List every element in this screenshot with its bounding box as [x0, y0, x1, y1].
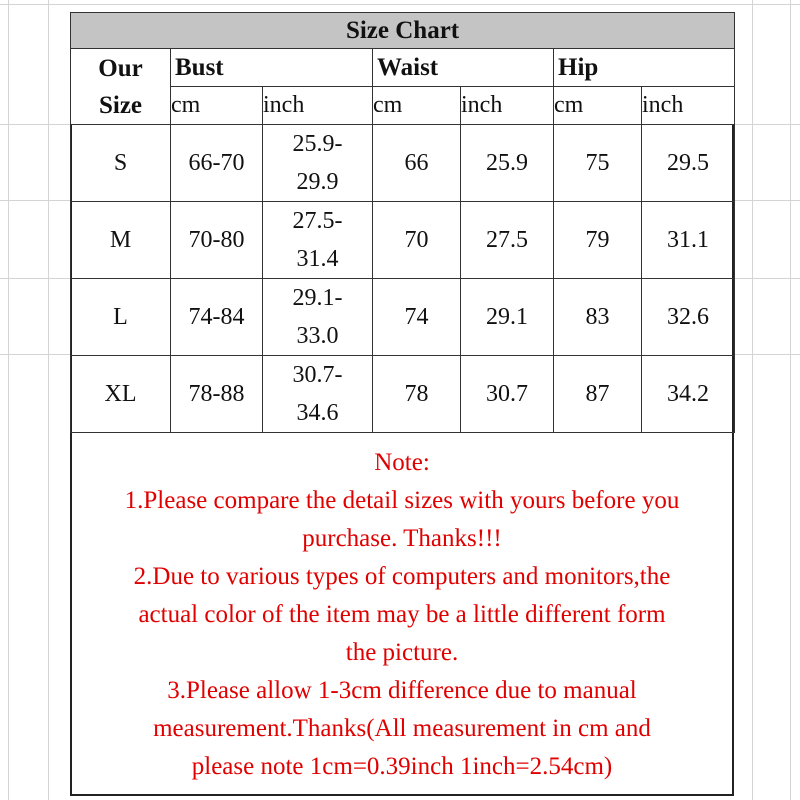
table-row [71, 279, 735, 356]
waist-cm-cell: 74 [373, 279, 461, 356]
note-line: actual color of the item may be a little different form [138, 601, 666, 628]
table-row [71, 202, 735, 279]
hip-inch-cell: 34.2 [642, 356, 735, 433]
waist-inch-cell: 29.1 [461, 279, 554, 356]
bust-inch-to: 31.4 [296, 246, 339, 272]
our-size-label-2: Size [98, 91, 143, 119]
bust-inch-from: 30.7- [292, 362, 343, 388]
waist-cm-cell: 66 [373, 125, 461, 202]
bust-inch-from: 27.5- [292, 208, 343, 234]
waist-inch-cell: 30.7 [461, 356, 554, 433]
bust-inch-cell [263, 202, 373, 279]
our-size-header [71, 49, 171, 125]
waist-cm-cell: 70 [373, 202, 461, 279]
our-size-label-1: Our [98, 54, 143, 82]
note-line: 1.Please compare the detail sizes with yours before you [124, 487, 680, 514]
bust-header: Bust [171, 49, 373, 87]
bust-inch-from: 25.9- [292, 131, 343, 157]
size-cell: L [71, 279, 171, 356]
note-line: please note 1cm=0.39inch 1inch=2.54cm) [191, 753, 613, 780]
bust-inch-cell [263, 279, 373, 356]
hip-cm-cell: 87 [554, 356, 642, 433]
waist-inch-cell: 25.9 [461, 125, 554, 202]
note-line: the picture. [345, 639, 459, 666]
bust-cm-cell: 78-88 [171, 356, 263, 433]
table-row [71, 356, 735, 433]
bust-inch-cell [263, 356, 373, 433]
waist-inch-cell: 27.5 [461, 202, 554, 279]
table-row [71, 125, 735, 202]
hip-header: Hip [554, 49, 735, 87]
unit-header: inch [642, 87, 735, 125]
note-line: 3.Please allow 1-3cm difference due to manual [167, 677, 637, 704]
hip-cm-cell: 75 [554, 125, 642, 202]
note-section [72, 444, 732, 786]
hip-inch-cell: 32.6 [642, 279, 735, 356]
size-cell: XL [71, 356, 171, 433]
hip-cm-cell: 83 [554, 279, 642, 356]
gridline [0, 4, 800, 5]
bust-inch-from: 29.1- [292, 285, 343, 311]
bust-cm-cell: 74-84 [171, 279, 263, 356]
gridline [8, 0, 9, 800]
unit-header: cm [554, 87, 642, 125]
bust-inch-to: 29.9 [296, 169, 339, 195]
note-line: purchase. Thanks!!! [302, 525, 502, 552]
bust-cm-cell: 70-80 [171, 202, 263, 279]
gridline [790, 0, 791, 800]
hip-inch-cell: 31.1 [642, 202, 735, 279]
unit-header: cm [171, 87, 263, 125]
waist-header: Waist [373, 49, 554, 87]
unit-header: inch [461, 87, 554, 125]
bust-inch-to: 34.6 [296, 400, 339, 426]
hip-cm-cell: 79 [554, 202, 642, 279]
bust-inch-to: 33.0 [296, 323, 339, 349]
size-cell: S [71, 125, 171, 202]
note-heading: Note: [374, 449, 430, 476]
size-cell: M [71, 202, 171, 279]
unit-header: inch [263, 87, 373, 125]
gridline [48, 0, 49, 800]
bust-cm-cell: 66-70 [171, 125, 263, 202]
unit-header: cm [373, 87, 461, 125]
size-chart-table [70, 12, 735, 433]
hip-inch-cell: 29.5 [642, 125, 735, 202]
bust-inch-cell [263, 125, 373, 202]
waist-cm-cell: 78 [373, 356, 461, 433]
chart-title: Size Chart [71, 13, 735, 49]
note-line: 2.Due to various types of computers and monitors,the [133, 563, 671, 590]
note-line: measurement.Thanks(All measurement in cm and [153, 715, 651, 742]
gridline [752, 0, 753, 800]
